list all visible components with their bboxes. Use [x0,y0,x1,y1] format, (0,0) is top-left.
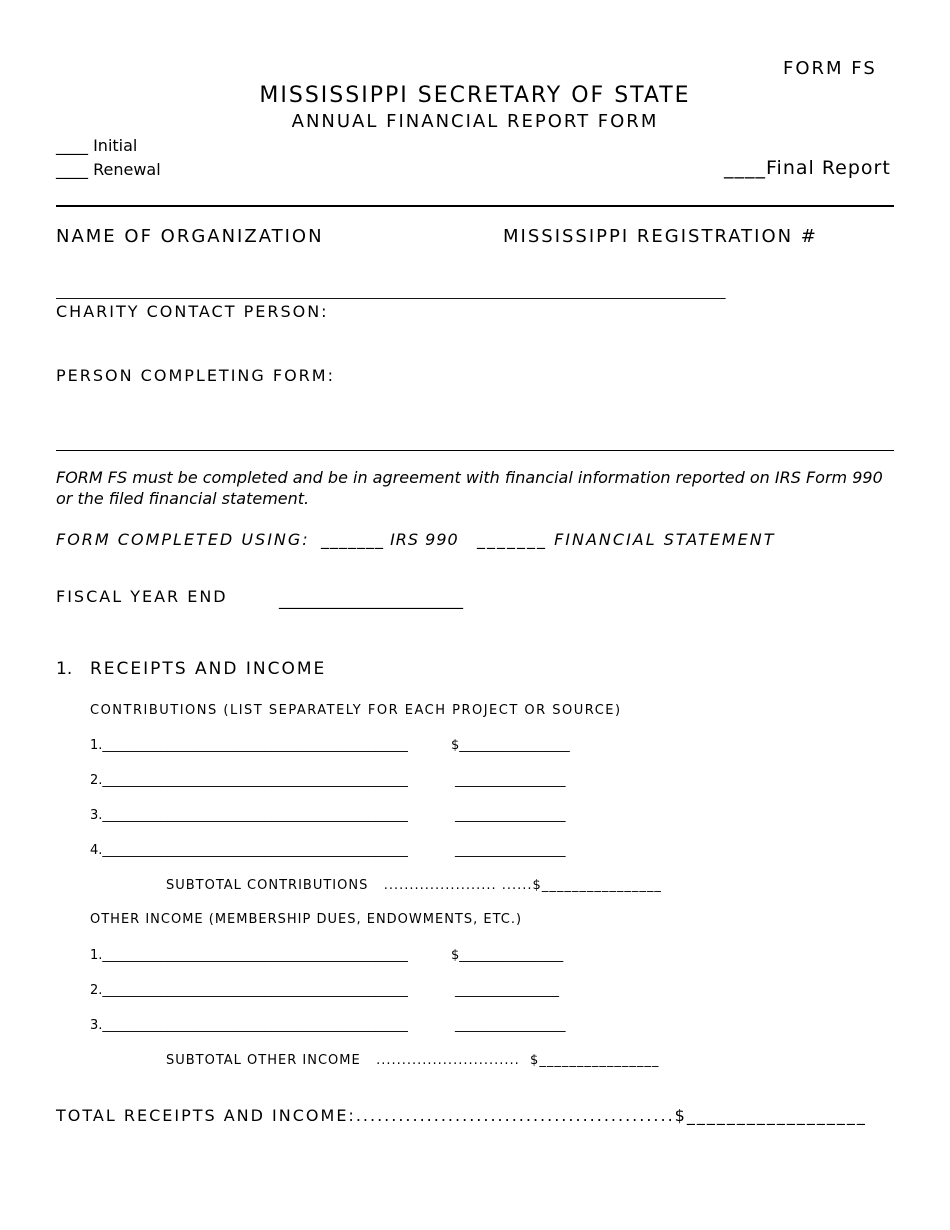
contribution-line-1[interactable]: 1._______________________________________________ [90,738,408,753]
final-report-checkbox-line[interactable]: ____Final Report [724,157,891,179]
page-subtitle: ANNUAL FINANCIAL REPORT FORM [291,111,659,132]
renewal-checkbox-line[interactable]: ____ Renewal [56,160,161,179]
subtotal-contributions[interactable]: SUBTOTAL CONTRIBUTIONS ...................... ......$________________ [166,878,662,893]
total-receipts-and-income[interactable]: TOTAL RECEIPTS AND INCOME:.............................................$__________________ [56,1106,867,1125]
registration-number-label: MISSISSIPPI REGISTRATION # [503,226,818,247]
other-income-line-2[interactable]: 2._______________________________________________ [90,983,408,998]
contribution-line-4[interactable]: 4._______________________________________________ [90,843,408,858]
charity-contact-label: CHARITY CONTACT PERSON: [56,302,329,321]
contribution-amount-1[interactable]: $_________________ [451,738,570,753]
irs-990-option[interactable]: _______ IRS 990 [321,530,459,549]
other-income-line-3[interactable]: 3._______________________________________________ [90,1018,408,1033]
contribution-line-2[interactable]: 2._______________________________________________ [90,773,408,788]
contribution-amount-4[interactable]: _________________ [455,843,566,858]
fiscal-year-end-field[interactable]: _______________________ [279,590,463,609]
fiscal-year-end-label: FISCAL YEAR END [56,587,228,606]
organization-name-field[interactable]: _______________________________________________________________________________________________________ [56,285,726,300]
page-title: MISSISSIPPI SECRETARY OF STATE [259,83,691,108]
financial-statement-option[interactable]: _______ FINANCIAL STATEMENT [477,530,776,549]
initial-checkbox-line[interactable]: ____ Initial [56,136,138,155]
form-id: FORM FS [783,58,877,79]
contribution-amount-2[interactable]: _________________ [455,773,566,788]
organization-name-label: NAME OF ORGANIZATION [56,226,324,247]
subtotal-other-income[interactable]: SUBTOTAL OTHER INCOME ............................ $________________ [166,1053,660,1068]
other-income-header: OTHER INCOME (MEMBERSHIP DUES, ENDOWMENTS, ETC.) [90,912,523,927]
contributions-header: CONTRIBUTIONS (LIST SEPARATELY FOR EACH PROJECT OR SOURCE) [90,703,622,718]
section-divider [56,450,894,451]
section-title: RECEIPTS AND INCOME [90,659,327,679]
header-divider [56,205,894,207]
other-income-amount-1[interactable]: $________________ [451,948,564,963]
other-income-line-1[interactable]: 1._______________________________________________ [90,948,408,963]
other-income-amount-3[interactable]: _________________ [455,1018,566,1033]
contribution-line-3[interactable]: 3._______________________________________________ [90,808,408,823]
person-completing-label: PERSON COMPLETING FORM: [56,366,335,385]
contribution-amount-3[interactable]: _________________ [455,808,566,823]
other-income-amount-2[interactable]: ________________ [455,983,559,998]
section-number: 1. [56,659,73,679]
form-instructions: FORM FS must be completed and be in agreement with financial information reported on IRS Form 990 or the filed financial statement. [56,468,883,508]
form-completed-using-label: FORM COMPLETED USING: [56,530,310,549]
